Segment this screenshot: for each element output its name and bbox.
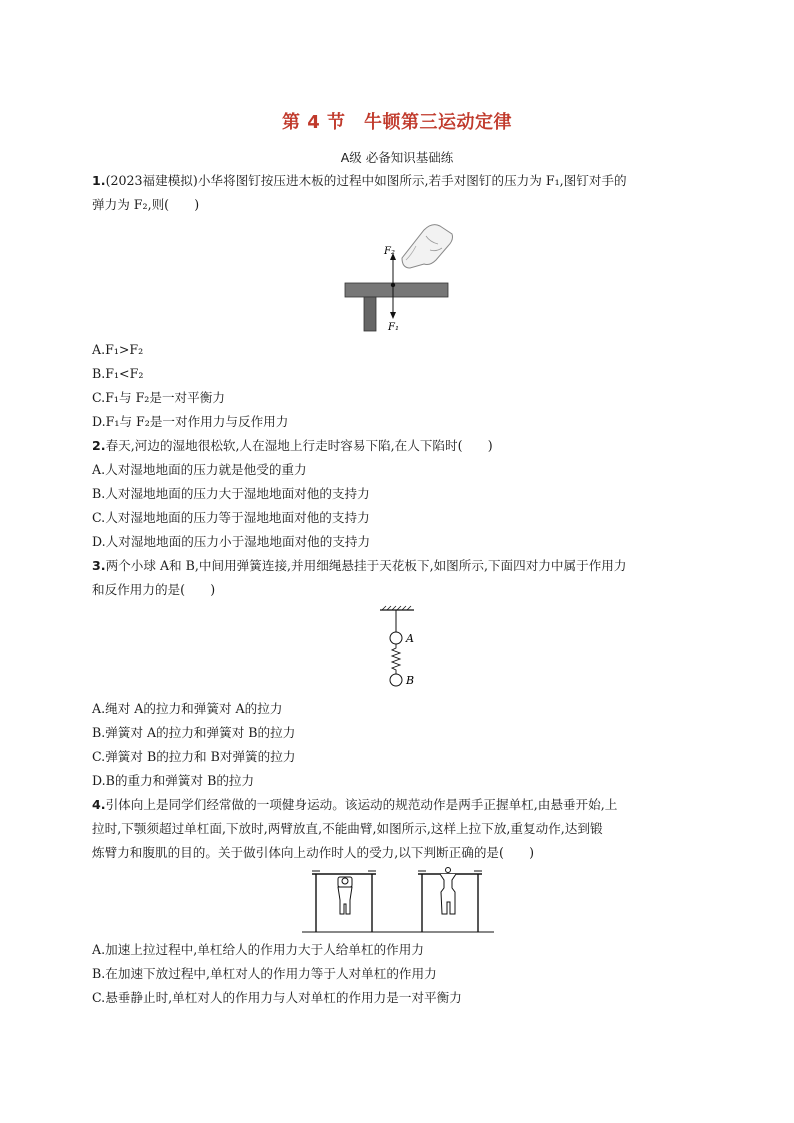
q1-number: 1. bbox=[92, 173, 106, 188]
q1-stem-text: (2023福建模拟)小华将图钉按压进木板的过程中如图所示,若手对图钉的压力为 F₁,图钉对手的 bbox=[105, 173, 627, 188]
q3-stem-line1 bbox=[92, 558, 627, 574]
q3-spring-figure bbox=[375, 605, 425, 690]
q1-option-d[interactable]: D.F₁与 F₂是一对作用力与反作用力 bbox=[92, 414, 289, 429]
q3-number: 3. bbox=[92, 558, 106, 573]
q1-stem-line1 bbox=[92, 173, 627, 189]
level-heading: A级 必备知识基础练 bbox=[340, 150, 454, 165]
q4-option-b[interactable]: B.在加速下放过程中,单杠对人的作用力等于人对单杠的作用力 bbox=[92, 966, 437, 981]
q3-option-d[interactable]: D.B的重力和弹簧对 B的拉力 bbox=[92, 773, 255, 788]
q4-stem-line1 bbox=[92, 797, 617, 813]
q1-option-b[interactable]: B.F₁<F₂ bbox=[92, 366, 144, 381]
q1-option-a[interactable]: A.F₁>F₂ bbox=[92, 342, 144, 357]
q1-thumbtack-figure bbox=[340, 220, 460, 335]
q4-option-c[interactable]: C.悬垂静止时,单杠对人的作用力与人对单杠的作用力是一对平衡力 bbox=[92, 990, 462, 1005]
q2-stem bbox=[92, 438, 493, 454]
q3-stem-line2: 和反作用力的是( ) bbox=[92, 582, 216, 597]
q3-option-b[interactable]: B.弹簧对 A的拉力和弹簧对 B的拉力 bbox=[92, 725, 296, 740]
q1-fig-label-f1: F₁ bbox=[388, 322, 399, 333]
q3-option-a[interactable]: A.绳对 A的拉力和弹簧对 A的拉力 bbox=[92, 701, 283, 716]
q2-option-c[interactable]: C.人对湿地地面的压力等于湿地地面对他的支持力 bbox=[92, 510, 370, 525]
q2-option-b[interactable]: B.人对湿地地面的压力大于湿地地面对他的支持力 bbox=[92, 486, 370, 501]
q1-stem-line2: 弹力为 F₂,则( ) bbox=[92, 197, 200, 212]
section-title: 第 4 节 牛顿第三运动定律 bbox=[281, 112, 513, 133]
q1-fig-label-f2: F₂ bbox=[384, 246, 395, 257]
q4-number: 4. bbox=[92, 797, 106, 812]
q2-option-d[interactable]: D.人对湿地地面的压力小于湿地地面对他的支持力 bbox=[92, 534, 371, 549]
q3-fig-label-a: A bbox=[406, 632, 414, 645]
q3-fig-label-b: B bbox=[406, 674, 415, 687]
q3-stem-text: 两个小球 A和 B,中间用弹簧连接,并用细绳悬挂于天花板下,如图所示,下面四对力中属于作用力 bbox=[105, 558, 627, 573]
q1-option-c[interactable]: C.F₁与 F₂是一对平衡力 bbox=[92, 390, 225, 405]
q4-stem-line2: 拉时,下颚须超过单杠面,下放时,两臂放直,不能曲臂,如图所示,这样上拉下放,重复动作,达到锻 bbox=[92, 821, 603, 836]
q2-number: 2. bbox=[92, 438, 106, 453]
q4-pullup-figure bbox=[302, 866, 494, 934]
q4-stem-text: 引体向上是同学们经常做的一项健身运动。该运动的规范动作是两手正握单杠,由悬垂开始,上 bbox=[105, 797, 618, 812]
q3-option-c[interactable]: C.弹簧对 B的拉力和 B对弹簧的拉力 bbox=[92, 749, 296, 764]
q2-stem-text: 春天,河边的湿地很松软,人在湿地上行走时容易下陷,在人下陷时( ) bbox=[105, 438, 493, 453]
q4-option-a[interactable]: A.加速上拉过程中,单杠给人的作用力大于人给单杠的作用力 bbox=[92, 942, 424, 957]
q2-option-a[interactable]: A.人对湿地地面的压力就是他受的重力 bbox=[92, 462, 307, 477]
q4-stem-line3: 炼臂力和腹肌的目的。关于做引体向上动作时人的受力,以下判断正确的是( ) bbox=[92, 845, 535, 860]
